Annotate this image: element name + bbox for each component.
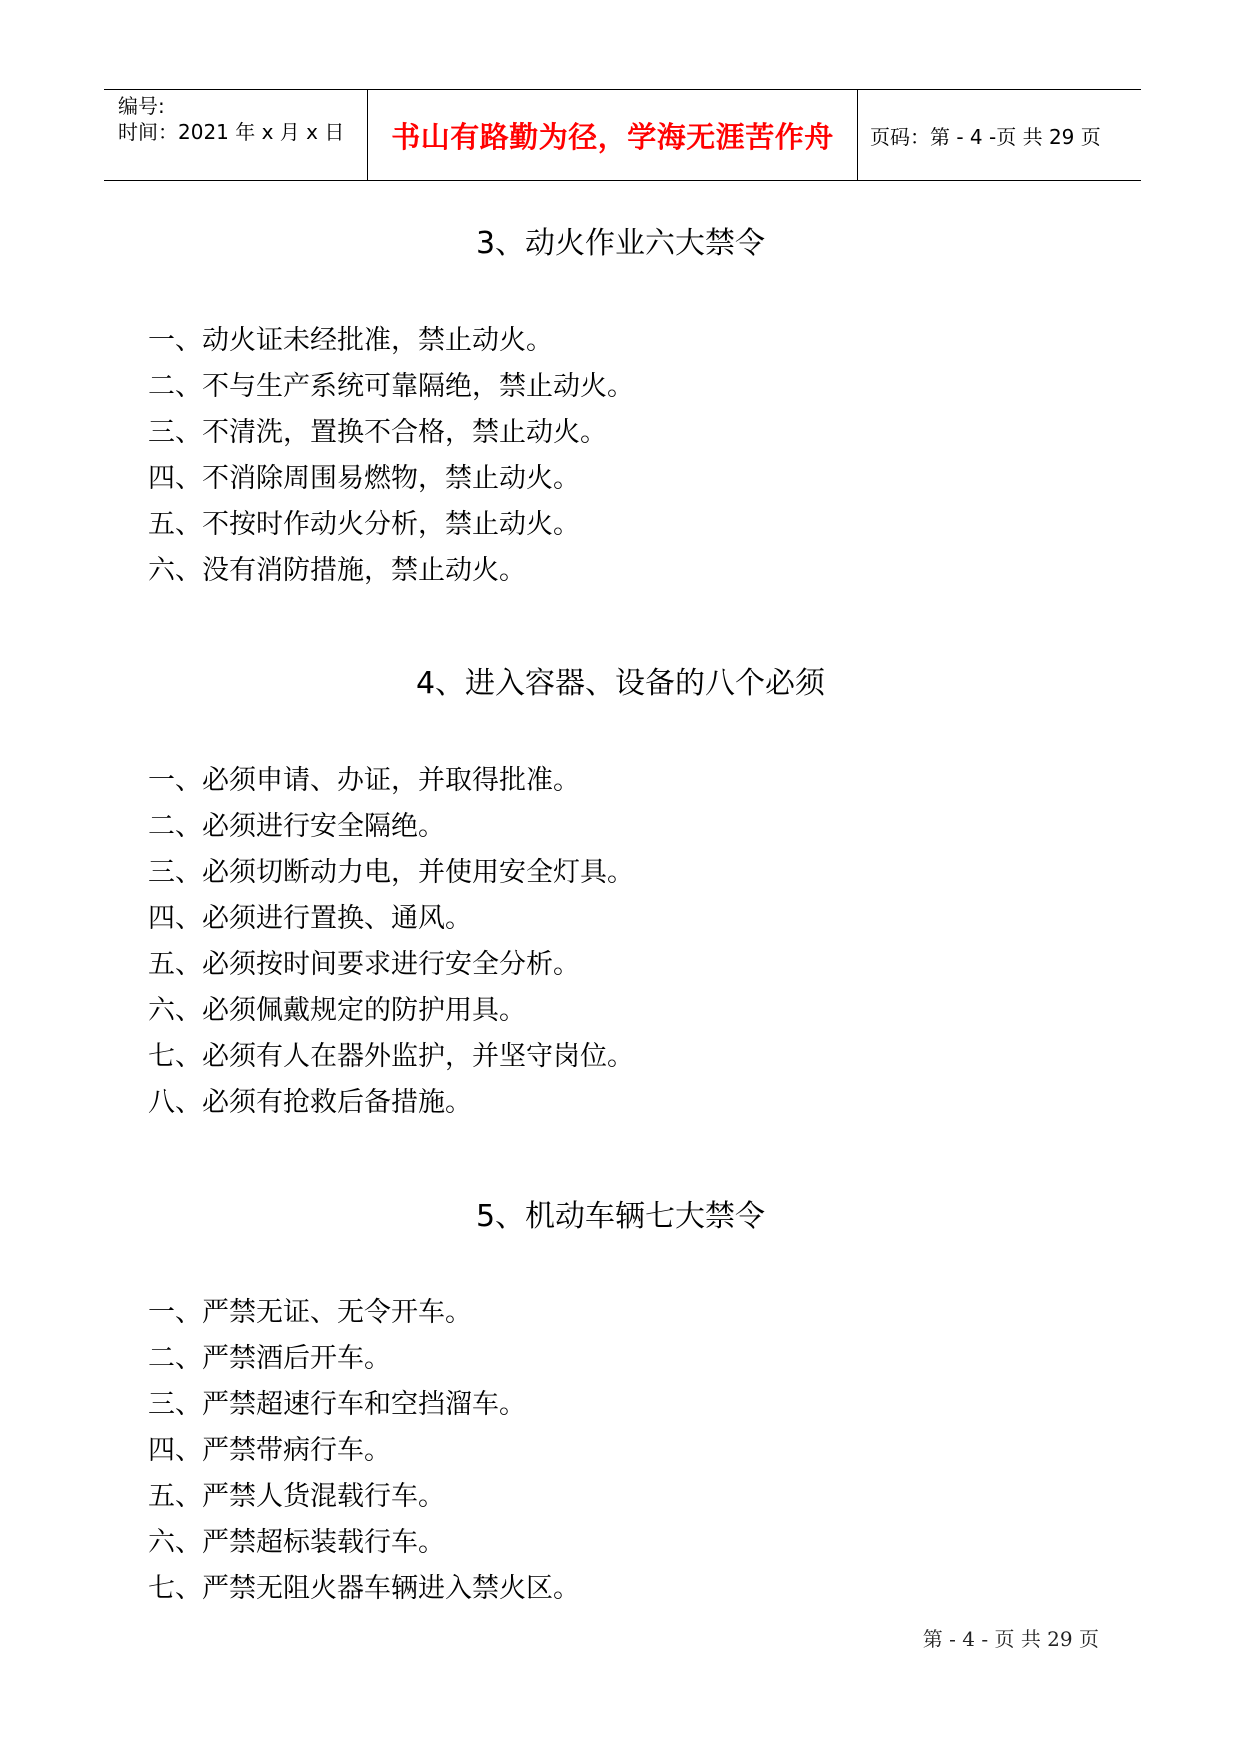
list-item: 一、必须申请、办证，并取得批准。 [148, 765, 580, 796]
document-header [104, 89, 1141, 181]
list-item: 六、必须佩戴规定的防护用具。 [148, 995, 526, 1026]
list-item: 五、不按时作动火分析，禁止动火。 [148, 509, 580, 540]
list-item: 六、严禁超标装载行车。 [148, 1527, 445, 1558]
list-item: 七、严禁无阻火器车辆进入禁火区。 [148, 1573, 580, 1604]
section-title: 3、动火作业六大禁令 [475, 226, 766, 261]
document-number-label: 编号: [118, 94, 165, 118]
list-item: 八、必须有抢救后备措施。 [148, 1087, 472, 1118]
list-item: 三、不清洗，置换不合格，禁止动火。 [148, 417, 607, 448]
header-page-cell [858, 90, 1141, 180]
page-footer: 第 - 4 - 页 共 29 页 [922, 1627, 1099, 1651]
list-item: 二、严禁酒后开车。 [148, 1343, 391, 1374]
list-item: 四、不消除周围易燃物，禁止动火。 [148, 463, 580, 494]
header-meta-cell [104, 90, 368, 180]
list-item: 六、没有消防措施，禁止动火。 [148, 555, 526, 586]
list-item: 一、动火证未经批准，禁止动火。 [148, 325, 553, 356]
rule-list [148, 1290, 580, 1612]
list-item: 三、必须切断动力电，并使用安全灯具。 [148, 857, 634, 888]
list-item: 五、必须按时间要求进行安全分析。 [148, 949, 580, 980]
header-motto-cell [368, 90, 858, 180]
section-title: 4、进入容器、设备的八个必须 [415, 666, 826, 701]
list-item: 二、必须进行安全隔绝。 [148, 811, 445, 842]
document-time-label: 时间：2021 年 x 月 x 日 [118, 120, 345, 144]
list-item: 七、必须有人在器外监护，并坚守岗位。 [148, 1041, 634, 1072]
list-item: 五、严禁人货混载行车。 [148, 1481, 445, 1512]
list-item: 四、严禁带病行车。 [148, 1435, 391, 1466]
rule-list [148, 318, 634, 594]
list-item: 四、必须进行置换、通风。 [148, 903, 472, 934]
list-item: 二、不与生产系统可靠隔绝，禁止动火。 [148, 371, 634, 402]
list-item: 三、严禁超速行车和空挡溜车。 [148, 1389, 526, 1420]
header-page-code: 页码：第 - 4 -页 共 29 页 [870, 124, 1101, 149]
header-motto: 书山有路勤为径，学海无涯苦作舟 [391, 119, 834, 154]
list-item: 一、严禁无证、无令开车。 [148, 1297, 472, 1328]
section-title: 5、机动车辆七大禁令 [475, 1199, 766, 1234]
rule-list [148, 758, 634, 1126]
